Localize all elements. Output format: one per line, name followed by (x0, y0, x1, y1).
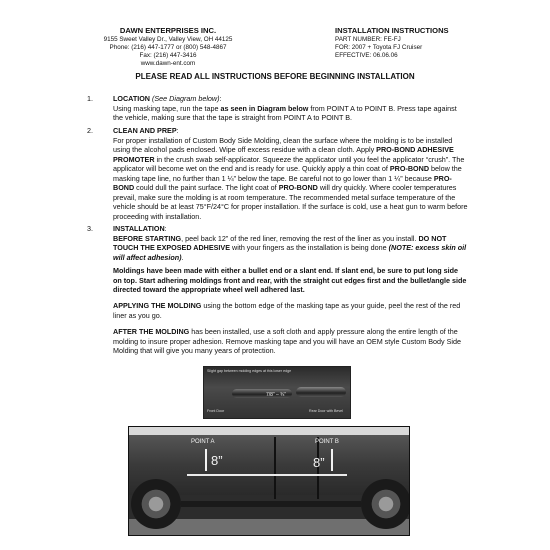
part-number: PART NUMBER: FE-FJ (335, 36, 401, 44)
point-a-label: POINT A (191, 439, 215, 445)
section-location (87, 94, 468, 123)
masking-tape-line (187, 474, 347, 476)
height-arrow-b (331, 449, 333, 471)
company-header (88, 26, 248, 68)
section-number: 3. (87, 224, 93, 233)
height-a-value: 8” (211, 453, 223, 468)
document-header (335, 26, 485, 60)
company-fax: Fax: (216) 447-3416 (139, 52, 197, 60)
moldings-note (113, 266, 468, 295)
rear-molding-image (296, 387, 346, 397)
vehicle-diagram-photo (128, 426, 410, 536)
height-arrow-a (205, 449, 207, 471)
section-body: For proper installation of Custom Body Side Molding, clean the surface where the molding is to be installed using the alcohol pads enclosed. Wipe off excess residue with a clean cloth. Apply PRO-BOND ADHESIVE PROMOTER in the crush swab self-applicator. Squeeze the applicator until you feel the applicator “crush”. The applicator will become wet on the end and is ready for use. Quickly apply a thin coat of PRO-BOND below the masking tape line, no further than 1 ¼” below the tape. Be careful not to go lower than 1 ¼” because PRO-BOND could dull the paint surface. The light coat of PRO-BOND will dry quickly. Where cooler temperatures prevail, make sure the molding is at room temperature. The recommended metal surface temperature of the vehicle should be at least 75°F/24°C for proper installation. If the surface is cold, use a heat gun to warm before proceeding with installation. (113, 135, 468, 221)
effective-date: EFFECTIVE: 06.06.06 (335, 52, 398, 60)
moldings-paragraph: Moldings have been made with either a bullet end or a slant end. If slant end, be sure to put long side on top. Start adhering moldings front and rear, with the straight cut edges first and the bullet/angle side directed toward the appropriate wheel well adhered last. (113, 266, 467, 294)
section-heading: CLEAN AND PREP: (113, 126, 179, 135)
company-website: www.dawn-ent.com (140, 60, 196, 68)
gap-dimension: 7/8” – ¾” (266, 392, 287, 398)
company-phone: Phone: (216) 447-1777 or (800) 548-4867 (109, 44, 227, 52)
section-heading: LOCATION (See Diagram below): (113, 94, 222, 103)
company-name: DAWN ENTERPRISES INC. (119, 26, 217, 35)
section-number: 1. (87, 94, 93, 103)
section-heading: INSTALLATION: (113, 224, 167, 233)
applying-paragraph: APPLYING THE MOLDING using the bottom edge of the masking tape as your guide, peel the rest of the red liner as you go. (113, 301, 461, 320)
molding-detail-photo (203, 366, 351, 419)
front-wheel (131, 479, 181, 529)
section-clean-prep (87, 126, 468, 221)
section-installation (87, 224, 468, 262)
front-door-label: Front Door (207, 409, 225, 413)
document-title: INSTALLATION INSTRUCTIONS (335, 26, 449, 35)
rear-door-label: Rear Door with Bevel (309, 409, 343, 413)
photo-caption: Slight gap between molding edges at this lower edge (207, 369, 292, 373)
vehicle-fitment: FOR: 2007 + Toyota FJ Cruiser (335, 44, 423, 52)
rear-wheel (361, 479, 410, 529)
door-seam (274, 437, 276, 499)
section-body: Using masking tape, run the tape as seen in Diagram below from POINT A to POINT B. Press tape against the vehicle, making sure that the tape is straight from POINT A to POINT B. (113, 103, 457, 122)
section-number: 2. (87, 126, 93, 135)
main-title: PLEASE READ ALL INSTRUCTIONS BEFORE BEGINNING INSTALLATION (135, 72, 415, 81)
after-paragraph: AFTER THE MOLDING has been installed, use a soft cloth and apply pressure along the entire length of the molding to insure proper adhesion. Remove masking tape and you will have an OEM style Custom Body Side Molding that will give you many years of protection. (113, 327, 461, 355)
running-board (181, 501, 361, 507)
point-b-label: POINT B (315, 439, 339, 445)
company-address: 9155 Sweet Valley Dr., Valley View, OH 44125 (103, 36, 233, 44)
height-b-value: 8” (313, 455, 325, 470)
section-body: BEFORE STARTING, peel back 12” of the red liner, removing the rest of the liner as you install. DO NOT TOUCH THE EXPOSED ADHESIVE with your fingers as the installation is being done (NOTE: excess skin oil will affect adhesion). (113, 233, 467, 262)
